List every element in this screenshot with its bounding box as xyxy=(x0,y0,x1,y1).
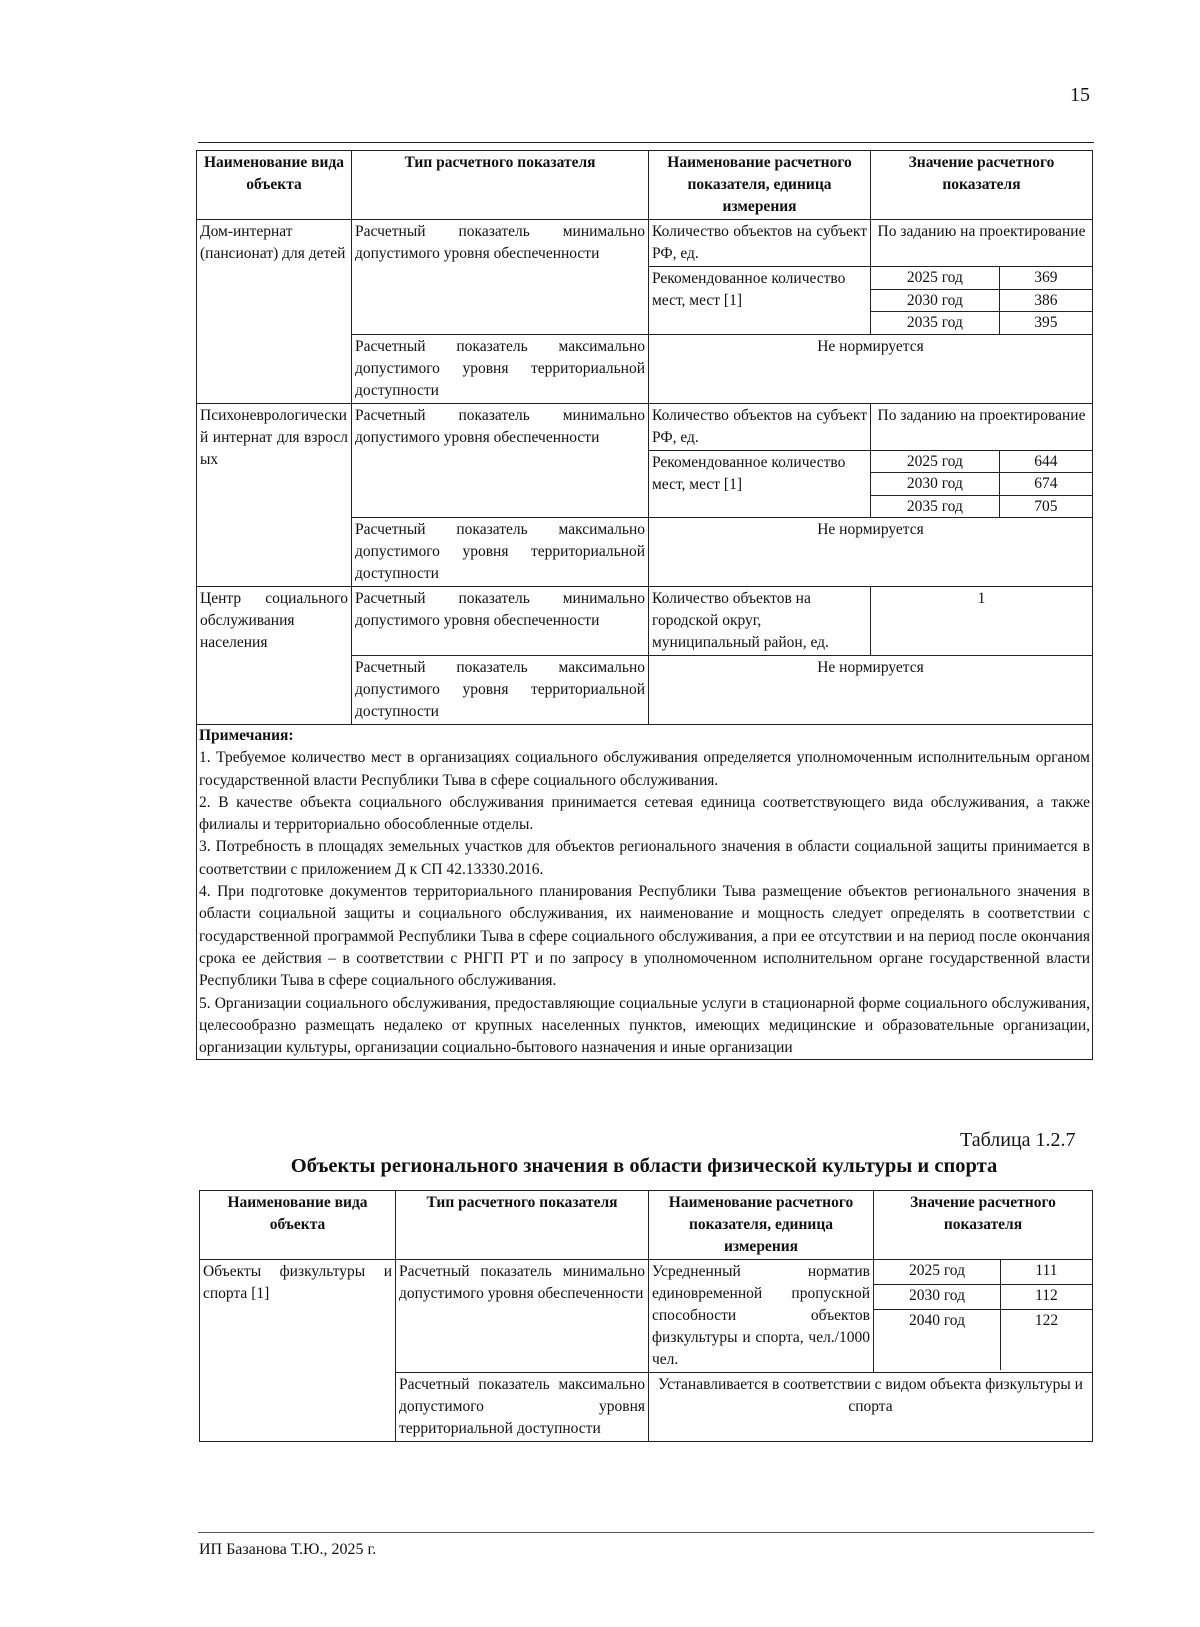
top-rule xyxy=(198,142,1094,143)
table-header-row xyxy=(197,151,1093,220)
header-indicator-name: Наименование расчетного показателя, единица измерения xyxy=(649,1191,874,1260)
count-indicator-name: Количество объектов на субъект РФ, ед. xyxy=(649,220,871,267)
social-service-table xyxy=(196,150,1093,1060)
places-indicator-name: Рекомендованное количество мест, мест [1] xyxy=(649,267,871,335)
header-object-type: Наименование вида объекта xyxy=(197,151,352,220)
places-indicator-name: Рекомендованное количество мест, мест [1] xyxy=(649,450,871,518)
max-indicator-type: Расчетный показатель максимально допустимого уровня территориальной доступности xyxy=(352,656,649,725)
table-header-row xyxy=(200,1191,1093,1260)
places-values-cell xyxy=(871,450,1093,518)
count-indicator-value: По заданию на проектирование xyxy=(871,220,1093,267)
places-values-cell xyxy=(871,267,1093,335)
places-values xyxy=(871,451,1092,518)
section-title: Объекты регионального значения в области физической культуры и спорта xyxy=(290,1155,998,1177)
object-name: Психоневрологический интернат для взрослых xyxy=(197,403,352,587)
max-indicator-type: Расчетный показатель максимально допустимого уровня территориальной доступности xyxy=(352,334,649,403)
table-label: Таблица 1.2.7 xyxy=(960,1129,1076,1151)
value: 112 xyxy=(1000,1284,1092,1309)
table-row xyxy=(197,587,1093,656)
year: 2025 год xyxy=(871,451,999,473)
value: 111 xyxy=(1000,1260,1092,1284)
table-row xyxy=(197,403,1093,450)
page-number: 15 xyxy=(1070,84,1090,106)
count-indicator-value: 1 xyxy=(871,587,1093,656)
header-object-type: Наименование вида объекта xyxy=(200,1191,396,1260)
object-name: Объекты физкультуры и спорта [1] xyxy=(200,1260,396,1442)
notes-cell xyxy=(197,725,1093,1060)
note-item: 5. Организации социального обслуживания, предоставляющие социальные услуги в стационарной форме социального обслуживания, целесообразно размещать недалеко от крупных населенных пунктов, имеющих медицинские и образовательные организации, организации культуры, организации социально-бытового назначения и иные организации xyxy=(199,994,1090,1057)
max-indicator-type: Расчетный показатель максимально допустимого уровня территориальной доступности xyxy=(396,1373,649,1442)
max-indicator-value: Не нормируется xyxy=(649,334,1093,403)
note-item: 2. В качестве объекта социального обслуживания принимается сетевая единица соответствующего вида обслуживания, а также филиалы и территориально обособленные отделы. xyxy=(199,793,1090,834)
values-row xyxy=(874,1284,1092,1309)
notes-title: Примечания: xyxy=(199,727,294,744)
value: 386 xyxy=(999,289,1092,312)
max-indicator-type: Расчетный показатель максимально допустимого уровня территориальной доступности xyxy=(352,518,649,587)
header-indicator-value: Значение расчетного показателя xyxy=(871,151,1093,220)
values-row xyxy=(871,312,1092,334)
count-indicator-name: Количество объектов на городской округ, муниципальный район, ед. xyxy=(649,587,871,656)
table-row xyxy=(200,1260,1093,1373)
table-row xyxy=(197,220,1093,267)
values-row xyxy=(871,267,1092,289)
min-indicator-type: Расчетный показатель минимально допустимого уровня обеспеченности xyxy=(352,220,649,335)
value: 395 xyxy=(1034,314,1058,331)
note-item: 3. Потребность в площадях земельных участков для объектов регионального значения в области социальной защиты принимается в соответствии с приложением Д к СП 42.13330.2016. xyxy=(199,838,1090,878)
header-indicator-type: Тип расчетного показателя xyxy=(396,1191,649,1260)
object-name: Дом-интернат (пансионат) для детей xyxy=(197,220,352,404)
max-indicator-value: Не нормируется xyxy=(649,656,1093,725)
note-item: 1. Требуемое количество мест в организациях социального обслуживания определяется уполномоченным исполнительным органом государственной власти Республики Тыва в сфере социального обслуживания. xyxy=(199,749,1090,789)
values-row xyxy=(871,495,1092,517)
year: 2025 год xyxy=(871,267,999,289)
min-indicator-type: Расчетный показатель минимально допустимого уровня обеспеченности xyxy=(352,403,649,518)
object-name: Центр социального обслуживания населения xyxy=(197,587,352,725)
value: 369 xyxy=(999,267,1092,289)
min-indicator-type: Расчетный показатель минимально допустимого уровня обеспеченности xyxy=(352,587,649,656)
indicator-values xyxy=(874,1260,1092,1370)
footer-text: ИП Базанова Т.Ю., 2025 г. xyxy=(199,1541,377,1558)
footer-rule xyxy=(198,1532,1094,1533)
header-indicator-value: Значение расчетного показателя xyxy=(874,1191,1093,1260)
min-indicator-type: Расчетный показатель минимально допустимого уровня обеспеченности xyxy=(396,1260,649,1373)
indicator-values-cell xyxy=(874,1260,1093,1373)
value: 644 xyxy=(999,451,1092,473)
year: 2030 год xyxy=(871,289,999,312)
max-indicator-value: Не нормируется xyxy=(649,518,1093,587)
places-values xyxy=(871,267,1092,334)
year: 2025 год xyxy=(874,1260,1000,1284)
values-row xyxy=(874,1310,1092,1371)
value: 674 xyxy=(999,473,1092,496)
values-row xyxy=(871,451,1092,473)
note-item: 4. При подготовке документов территориального планирования Республики Тыва размещение объектов регионального значения в области социальной защиты и социального обслуживания, их наименование и мощность следует определять в соответствии с государственной программой Республики Тыва в сфере социального обслуживания, а при ее отсутствии и на период после окончания срока ее действия – в соответствии с РНГП РТ и по запросу в уполномоченном исполнительном органе государственной власти Республики Тыва в сфере социального обслуживания. xyxy=(199,883,1090,990)
header-indicator-type: Тип расчетного показателя xyxy=(352,151,649,220)
value: 122 xyxy=(1034,1312,1059,1329)
year: 2035 год xyxy=(871,312,999,334)
year: 2040 год xyxy=(874,1310,1000,1371)
indicator-name: Усредненный норматив единовременной пропускной способности объектов физкультуры и спорта, чел./1000 чел. xyxy=(649,1260,874,1373)
year: 2030 год xyxy=(871,473,999,496)
value: 705 xyxy=(1034,497,1058,515)
header-indicator-name: Наименование расчетного показателя, единица измерения xyxy=(649,151,871,220)
values-row xyxy=(874,1260,1092,1284)
year: 2035 год xyxy=(871,495,999,517)
max-indicator-value: Устанавливается в соответствии с видом объекта физкультуры и спорта xyxy=(649,1373,1093,1442)
values-row xyxy=(871,289,1092,312)
values-row xyxy=(871,473,1092,496)
sport-objects-table xyxy=(199,1190,1093,1442)
count-indicator-name: Количество объектов на субъект РФ, ед. xyxy=(649,403,871,450)
year: 2030 год xyxy=(874,1284,1000,1309)
count-indicator-value: По заданию на проектирование xyxy=(871,403,1093,450)
notes-row xyxy=(197,725,1093,1060)
